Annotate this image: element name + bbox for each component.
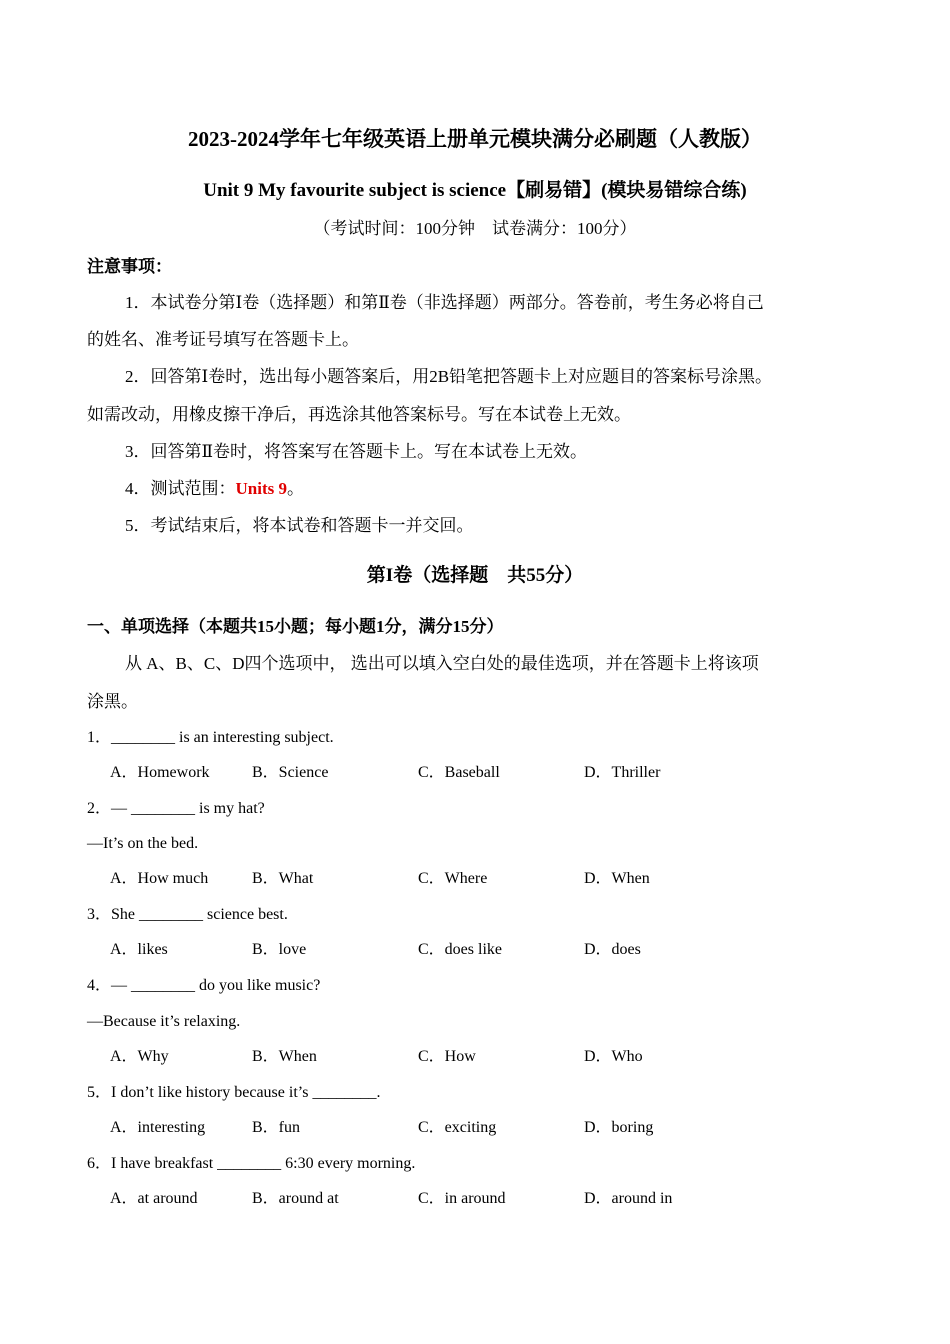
- question-stem: 5．I don’t like history because it’s ________.: [87, 1084, 381, 1101]
- notice-item-3: 3．回答第Ⅱ卷时，将答案写在答题卡上。写在本试卷上无效。: [125, 442, 588, 461]
- instruction-line-2: 涂黑。: [87, 692, 138, 711]
- part1-heading: 第I卷（选择题 共55分）: [366, 565, 584, 586]
- option-b: B．When: [252, 1048, 317, 1065]
- option-c: C．exciting: [418, 1119, 497, 1136]
- option-a: A．Why: [110, 1048, 169, 1065]
- notice-item-1-line-2: 的姓名、准考证号填写在答题卡上。: [87, 330, 359, 349]
- question-response: —It’s on the bed.: [87, 835, 199, 852]
- exam-title: 2023-2024学年七年级英语上册单元模块满分必刷题（人教版）: [188, 127, 762, 151]
- notice-item-4-suffix: 。: [286, 479, 304, 498]
- section-title: 一、单项选择（本题共15小题；每小题1分，满分15分）: [87, 617, 504, 636]
- exam-info: （考试时间：100分钟 试卷满分：100分）: [313, 219, 637, 238]
- option-b: B．fun: [252, 1119, 301, 1136]
- notice-item-4-prefix: 4．测试范围：: [125, 479, 236, 498]
- option-d: D．Who: [584, 1048, 643, 1065]
- test-range: Units 9: [235, 479, 287, 498]
- option-a: A．interesting: [110, 1119, 206, 1136]
- option-c: C．Where: [418, 870, 488, 887]
- option-d: D．around in: [584, 1190, 673, 1207]
- option-d: D．Thriller: [584, 764, 661, 781]
- notice-item-4: [125, 478, 304, 500]
- question-stem: 4．— ________ do you like music?: [87, 977, 321, 994]
- notice-item-2-line-1: 2．回答第Ⅰ卷时，选出每小题答案后，用2B铅笔把答题卡上对应题目的答案标号涂黑。: [125, 367, 773, 386]
- exam-subtitle: Unit 9 My favourite subject is science【刷易错】(模块易错综合练): [203, 180, 747, 201]
- option-b: B．Science: [252, 764, 329, 781]
- option-c: C．How: [418, 1048, 476, 1065]
- option-c: C．Baseball: [418, 764, 500, 781]
- option-d: D．When: [584, 870, 650, 887]
- question-response: —Because it’s relaxing.: [87, 1013, 241, 1030]
- question-stem: 6．I have breakfast ________ 6:30 every morning.: [87, 1155, 416, 1172]
- option-b: B．around at: [252, 1190, 339, 1207]
- question-stem: 2．— ________ is my hat?: [87, 800, 265, 817]
- notice-item-2-line-2: 如需改动，用橡皮擦干净后，再选涂其他答案标号。写在本试卷上无效。: [87, 405, 631, 424]
- option-a: A．Homework: [110, 764, 210, 781]
- option-c: C．in around: [418, 1190, 506, 1207]
- notice-heading: 注意事项：: [87, 257, 172, 276]
- option-a: A．likes: [110, 941, 168, 958]
- option-d: D．does: [584, 941, 641, 958]
- option-a: A．How much: [110, 870, 209, 887]
- question-stem: 1．________ is an interesting subject.: [87, 729, 334, 746]
- option-c: C．does like: [418, 941, 502, 958]
- notice-item-1-line-1: 1．本试卷分第Ⅰ卷（选择题）和第Ⅱ卷（非选择题）两部分。答卷前，考生务必将自己: [125, 293, 764, 312]
- option-d: D．boring: [584, 1119, 654, 1136]
- option-b: B．What: [252, 870, 314, 887]
- option-b: B．love: [252, 941, 307, 958]
- question-stem: 3．She ________ science best.: [87, 906, 288, 923]
- instruction-line-1: 从 A、B、C、D四个选项中， 选出可以填入空白处的最佳选项，并在答题卡上将该项: [125, 654, 759, 673]
- notice-item-5: 5．考试结束后，将本试卷和答题卡一并交回。: [125, 516, 474, 535]
- option-a: A．at around: [110, 1190, 198, 1207]
